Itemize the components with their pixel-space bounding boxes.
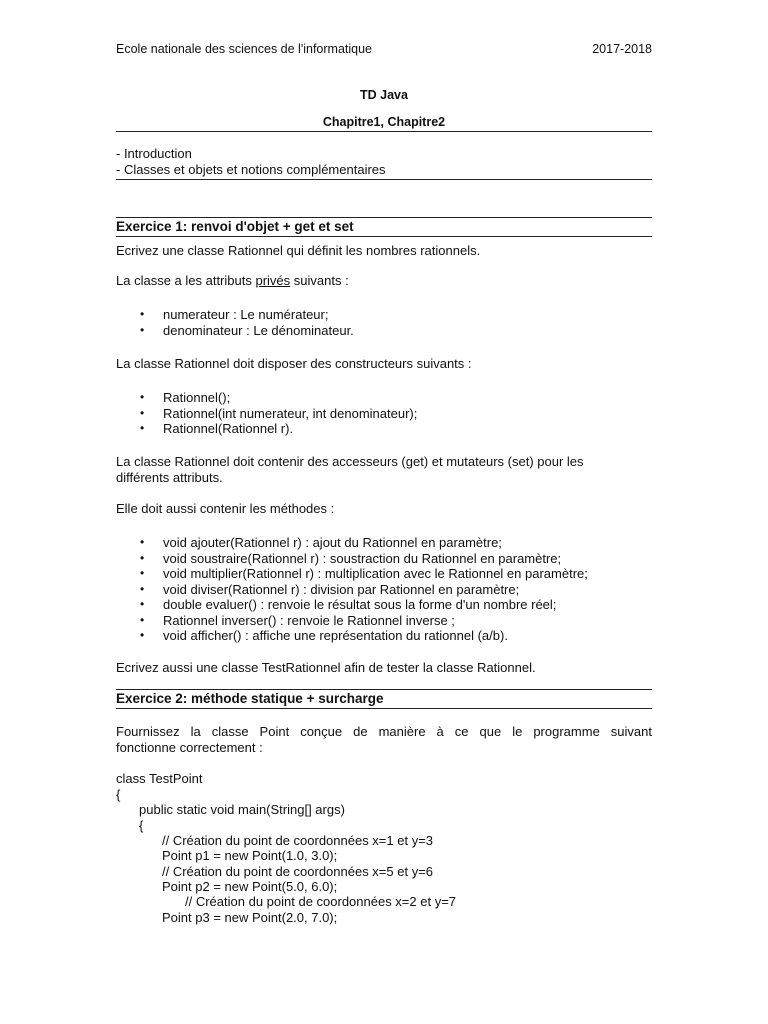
ex1-attributes-lead: La classe a les attributs privés suivants : <box>116 273 349 288</box>
doc-title: TD Java <box>360 88 408 102</box>
list-item: • numerateur : Le numérateur; <box>116 307 652 323</box>
ex2-top-rule <box>116 689 652 690</box>
ex1-top-rule <box>116 217 652 218</box>
code-line: class TestPoint <box>116 771 203 786</box>
ex1-methods-lead: Elle doit aussi contenir les méthodes : <box>116 501 335 516</box>
code-comment: // Création du point de coordonnées x=1 et y=3 <box>162 833 434 848</box>
ex2-intro-line2: fonctionne correctement : <box>116 740 263 755</box>
doc-subtitle: Chapitre1, Chapitre2 <box>322 115 446 129</box>
exercise2-title: Exercice 2: méthode statique + surcharge <box>116 691 384 706</box>
code-line: { <box>116 787 121 802</box>
code-comment: // Création du point de coordonnées x=2 et y=7 <box>185 894 457 909</box>
ex2-bottom-rule <box>116 708 652 709</box>
ex2-intro-line1: Fournissez la classe Point conçue de manière à ce que le programme suivant <box>116 724 652 739</box>
code-line: Point p3 = new Point(2.0, 7.0); <box>162 910 338 925</box>
code-line: Point p1 = new Point(1.0, 3.0); <box>162 848 338 863</box>
ex1-intro: Ecrivez une classe Rationnel qui définit les nombres rationnels. <box>116 243 481 258</box>
underlined-word: privés <box>255 273 291 288</box>
methods-list <box>116 535 652 644</box>
code-comment: // Création du point de coordonnées x=5 et y=6 <box>162 864 434 879</box>
constructors-list <box>116 390 652 437</box>
header-school: Ecole nationale des sciences de l'informatique <box>116 42 373 56</box>
code-line: public static void main(String[] args) <box>139 802 345 817</box>
list-item: • void afficher() : affiche une représentation du rationnel (a/b). <box>116 628 652 644</box>
ex1-bottom-rule <box>116 236 652 237</box>
exercise1-title: Exercice 1: renvoi d'objet + get et set <box>116 219 354 234</box>
code-line: { <box>139 818 144 833</box>
attributes-list <box>116 307 652 338</box>
ex1-closing: Ecrivez aussi une classe TestRationnel afin de tester la classe Rationnel. <box>116 660 536 675</box>
list-item: • Rationnel(int numerateur, int denominateur); <box>116 406 652 422</box>
topic-item: - Classes et objets et notions complémentaires <box>116 162 386 177</box>
list-item: • void diviser(Rationnel r) : division par Rationnel en paramètre; <box>116 582 652 598</box>
list-item: • Rationnel(); <box>116 390 652 406</box>
list-item: • denominateur : Le dénominateur. <box>116 323 652 339</box>
ex1-constructors-lead: La classe Rationnel doit disposer des constructeurs suivants : <box>116 356 472 371</box>
list-item: • void multiplier(Rationnel r) : multiplication avec le Rationnel en paramètre; <box>116 566 652 582</box>
list-item: • void ajouter(Rationnel r) : ajout du Rationnel en paramètre; <box>116 535 652 551</box>
list-item: • Rationnel inverser() : renvoie le Rationnel inverse ; <box>116 613 652 629</box>
subtitle-rule <box>116 131 652 132</box>
list-item: • void soustraire(Rationnel r) : soustraction du Rationnel en paramètre; <box>116 551 652 567</box>
ex1-accessors-line2: différents attributs. <box>116 470 223 485</box>
ex1-accessors-line1: La classe Rationnel doit contenir des accesseurs (get) et mutateurs (set) pour les <box>116 454 584 469</box>
list-item: • double evaluer() : renvoie le résultat sous la forme d'un nombre réel; <box>116 597 652 613</box>
topic-item: - Introduction <box>116 146 192 161</box>
topics-rule <box>116 179 652 180</box>
header-year: 2017-2018 <box>592 42 652 56</box>
list-item: • Rationnel(Rationnel r). <box>116 421 652 437</box>
code-line: Point p2 = new Point(5.0, 6.0); <box>162 879 338 894</box>
